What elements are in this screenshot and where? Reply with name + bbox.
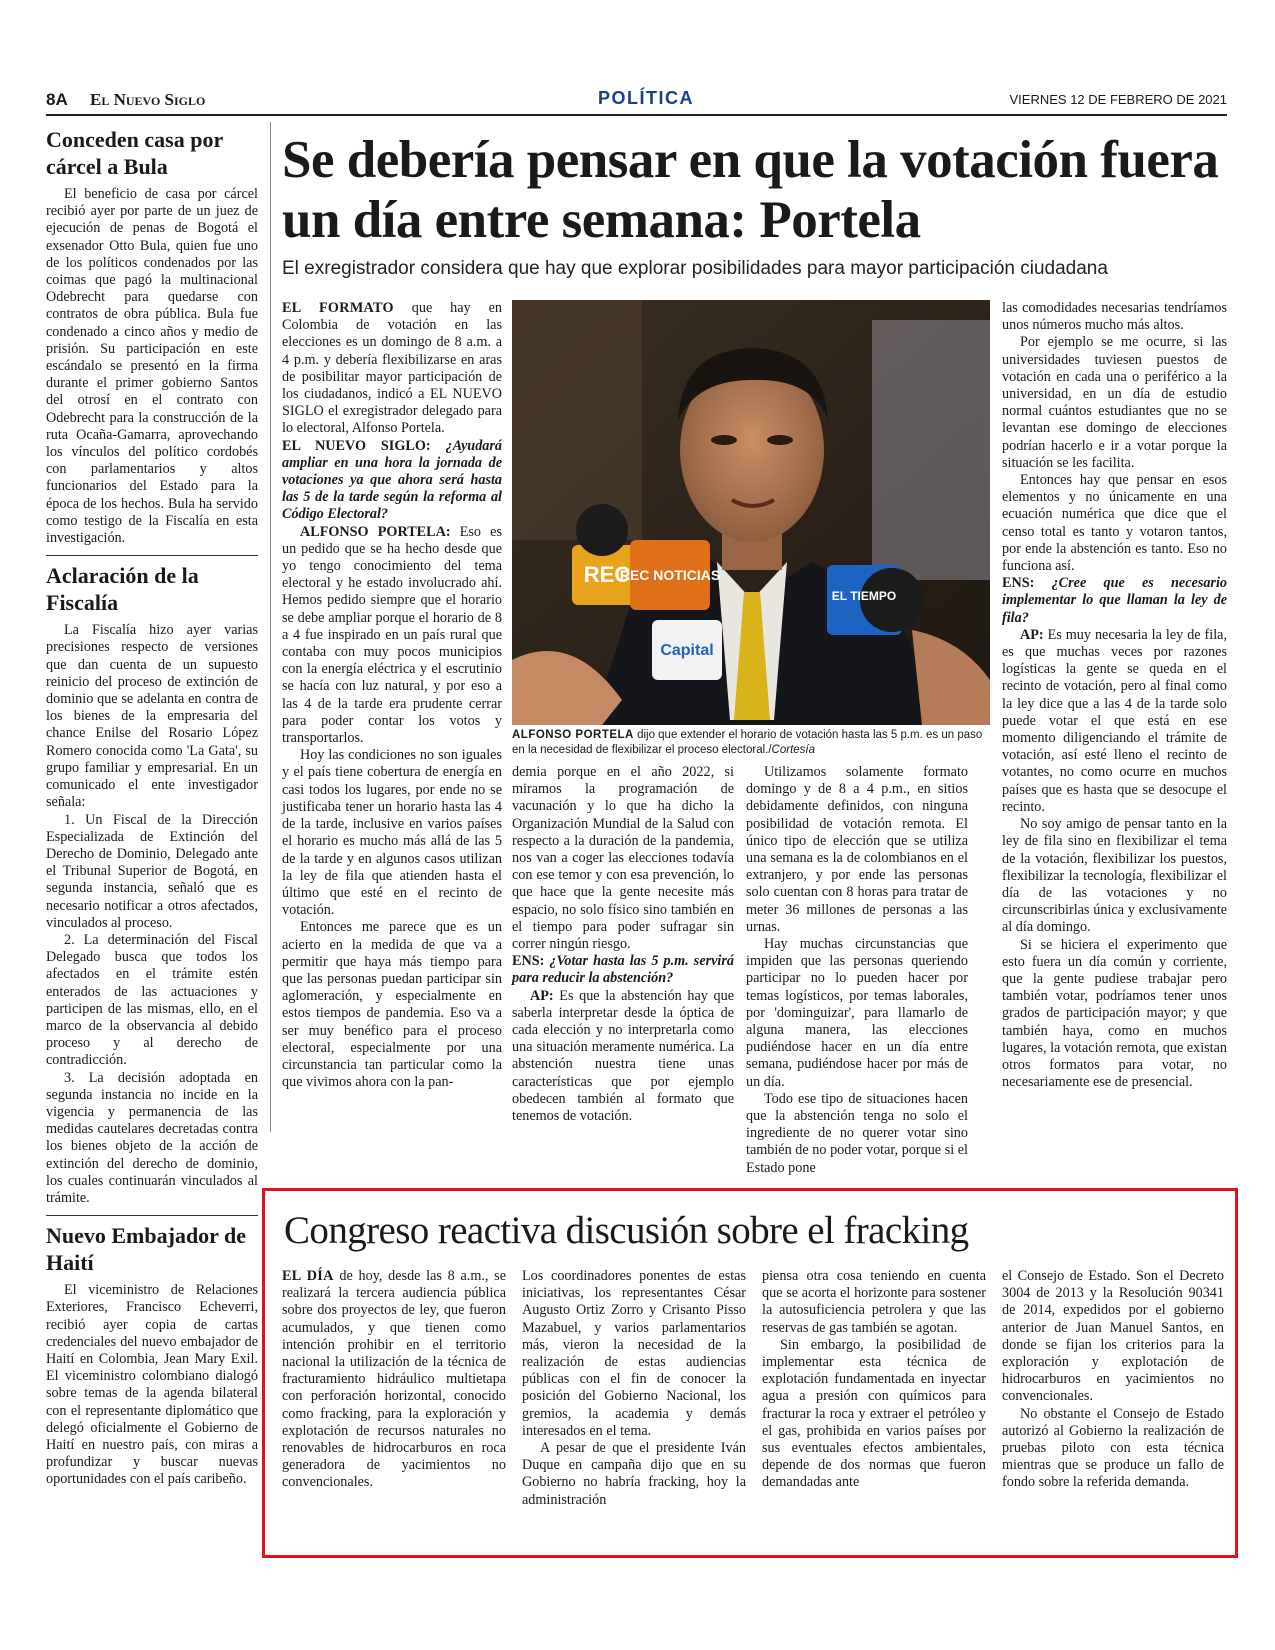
- answer: [282, 524, 502, 748]
- sidebar-story-fiscalia: [46, 622, 258, 1207]
- answer-label: AP:: [530, 987, 554, 1004]
- paragraph: Entonces me parece que es un acierto en la medida de que va a permitir que haya más tiempo para que las personas puedan participar sin aglomeración, y especialmente en estos tiempos de pandemia. Eso va a ser muy benéfico para el proceso electoral, especialmente por una circunstancia tan particular como la que vivimos ahora con la pan-: [282, 919, 502, 1091]
- paragraph: las comodidades necesarias tendríamos unos números mucho más altos.: [1002, 300, 1227, 334]
- fracking-column-3: [762, 1268, 986, 1492]
- section-title: POLÍTICA: [598, 88, 694, 108]
- paragraph: piensa otra cosa teniendo en cuenta que se acorta el horizonte para sostener la autosuficiencia petrolera y que las reservas de gas también se agotan.: [762, 1268, 986, 1336]
- answer: [1002, 627, 1227, 816]
- paragraph: Los coordinadores ponentes de estas iniciativas, los representantes César Augusto Ortiz Zorro y Crisanto Pisso Mazabuel, y varios parlamentarios más, vieron la necesidad de la realización de estas audiencias públicas con el fin de conocer la posición del Gobierno Nacional, los gremios, la academia y demás interesados en el tema.: [522, 1268, 746, 1439]
- paragraph: 2. La determinación del Fiscal Delegado busca que todos los afectados en el trámite estén enterados de las actuaciones y participen de las mismas, ello, en el marco de la observancia al debido proceso y al derecho de contradicción.: [46, 931, 258, 1069]
- column-rule: [270, 122, 271, 1132]
- main-column-1: [282, 300, 502, 1091]
- sidebar: [46, 122, 258, 1489]
- paragraph: No obstante el Consejo de Estado autorizó al Gobierno la realización de pruebas piloto con esta técnica mientras que se produce un fallo de fondo sobre la referida demanda.: [1002, 1405, 1224, 1491]
- paragraph: Sin embargo, la posibilidad de implementar esta técnica de explotación fundamentada en inyectar agua a presión con químicos para fracturar la roca y extraer el petróleo y el gas, prohibida en varios países por sus eventuales efectos ambientales, depende de dos normas que fueron demandadas ante: [762, 1336, 986, 1491]
- paragraph: 1. Un Fiscal de la Dirección Especializada de Extinción del Derecho de Dominio, Delegado ante el Tribunal Superior de Bogotá, en segunda instancia, señaló que es necesario notificar a otros afectados, vinculados al proceso.: [46, 811, 258, 931]
- text: ¿Ayudará ampliar en una hora la jornada de votaciones ya que ahora será hasta las 5 de la tarde según la reforma al Código Electoral?: [282, 437, 502, 523]
- main-column-3: [746, 764, 968, 1177]
- fracking-column-4: [1002, 1268, 1224, 1492]
- paragraph: A pesar de que el presidente Iván Duque en campaña dijo que en su Gobierno no habría fracking, hoy la administración: [522, 1440, 746, 1508]
- paragraph: [282, 300, 502, 438]
- text: de hoy, desde las 8 a.m., se realizará la tercera audiencia pública sobre dos proyectos de ley, que fueron acumulados, y que tienen como intención prohibir en el territorio nacional la utilización de la técnica de fracturamiento hidráulico multietapa con perforación horizontal, conocido como fracking, para la exploración y explotación de recursos naturales no renovables de hidrocarburos en roca generadora de yacimientos no convencionales.: [282, 1268, 506, 1491]
- issue-date: VIERNES 12 DE FEBRERO DE 2021: [1009, 92, 1227, 107]
- paragraph: [282, 1268, 506, 1492]
- lead-in: EL FORMATO: [282, 300, 394, 316]
- photo-illustration: [512, 300, 990, 725]
- paragraph: el Consejo de Estado. Son el Decreto 3004 de 2013 y la Resolución 90341 de 2014, expedidos por el gobierno anterior de Juan Manuel Santos, en donde se fijan los criterios para la exploración y explotación de hidrocarburos en yacimientos no convencionales.: [1002, 1268, 1224, 1405]
- fracking-column-2: [522, 1268, 746, 1509]
- question: [282, 438, 502, 524]
- mic-label-el-tiempo: EL TIEMPO: [831, 589, 897, 603]
- paragraph: demia porque en el año 2022, si miramos la programación de vacunación y lo que ha dicho la Organización Mundial de la Salud con respecto a la duración de la pandemia, nos van a coger las elecciones todavía con ese temor y con esa prevención, lo que hace que la gente necesite más espacio, no solo físico sino también en el tiempo para poder sufragar sin correr ningún riesgo.: [512, 764, 734, 953]
- question: [512, 953, 734, 987]
- question-label: ENS:: [1002, 575, 1035, 592]
- text: ¿Cree que es necesario implementar lo que llaman la ley de fila?: [1002, 575, 1227, 626]
- paragraph: Utilizamos solamente formato domingo y de 8 a 4 p.m., en sitios debidamente definidos, con ninguna posibilidad de votación remota. El único tipo de elección que se utiliza una semana es la de colombianos en el extranjero, y por ende las personas solo cuentan con 8 horas para tratar de meter 36 millones de personas a las urnas.: [746, 764, 968, 935]
- paragraph: Por ejemplo se me ocurre, si las universidades tuviesen puestos de votación en cada una o periférico a la universidad, en un día de estudio normal cuántos estudiantes que no se levantan ese domingo de elecciones podrían hacerlo e ir a votar porque la situación se les facilita.: [1002, 334, 1227, 471]
- divider: [46, 555, 258, 556]
- text: que hay en Colombia de votación en las elecciones es un domingo de 8 a.m. a 4 p.m. y debería flexibilizarse en aras de posibilitar mayor participación de los ciudadanos, indicó a EL NUEVO SIGLO el exregistrador delegado para lo electoral, Alfonso Portela.: [282, 300, 502, 437]
- caption-name: ALFONSO PORTELA: [512, 729, 634, 741]
- answer-label: ALFONSO PORTELA:: [300, 523, 451, 540]
- divider: [46, 1215, 258, 1216]
- newspaper-name: El Nuevo Siglo: [90, 90, 206, 109]
- main-column-4: [1002, 300, 1227, 1091]
- portela-photo: [512, 300, 990, 725]
- question-label: EL NUEVO SIGLO:: [282, 437, 431, 454]
- sidebar-title-haiti: Nuevo Embajador de Haití: [46, 1223, 247, 1276]
- paragraph: Si se hiciera el experimento que esto fuera un día común y corriente, que la gente pudiese trabajar pero también votar, podríamos tener unos grados de participación mayor; y que también haya, como en muchos lugares, la votación remota, que existan otros formatos para votar, no necesariamente ese de presencial.: [1002, 936, 1227, 1091]
- main-deck: El exregistrador considera que hay que explorar posibilidades para mayor participación ciudadana: [282, 258, 1108, 279]
- page-header: [46, 88, 1227, 116]
- paragraph: La Fiscalía hizo ayer varias precisiones respecto de versiones que dan cuenta de un supuesto reinicio del proceso de extinción de dominio que se adelanta en contra de los bienes de la empresaria del chance Enilse del Rosario López Romero conocida como 'La Gata', su grupo familiar y empresarial. En un comunicado el ente investigador señala:: [46, 622, 258, 811]
- paragraph: No soy amigo de pensar tanto en la ley de fila sino en flexibilizar el tema de la votación, flexibilizar los puestos, flexibilizar la tecnología, flexibilizar el día de las votaciones y no circunscribirlas única y exclusivamente al día domingo.: [1002, 816, 1227, 936]
- main-column-2: [512, 764, 734, 1125]
- fracking-column-1: [282, 1268, 506, 1492]
- page-number: 8A: [46, 90, 68, 109]
- paragraph: Hay muchas circunstancias que impiden que las personas queriendo participar no lo pueden hacer por temas logísticos, por temas laborales, por 'dominguizar', para llamarlo de alguna manera, las elecciones pudiéndose hacer en un día entre semana, pudiéndose hacer por más de un día.: [746, 936, 968, 1090]
- main-headline: Se debería pensar en que la votación fuera un día entre semana: Portela: [282, 131, 1219, 249]
- paragraph: El viceministro de Relaciones Exteriores, Francisco Echeverri, recibió ayer copia de cartas credenciales del nuevo embajador de Haití en Colombia, Jean Mary Exil. El viceministro colombiano dialogó sobre temas de la agenda bilateral con el representante diplomático que delegó oficialmente el Gobierno de Haití en nuestro país, con miras a profundizar y buscar nuevas oportunidades con el país caribeño.: [46, 1282, 258, 1488]
- sidebar-title-fiscalia: Aclaración de la Fiscalía: [46, 563, 199, 616]
- sidebar-title-bula: Conceden casa por cárcel a Bula: [46, 127, 223, 179]
- photo-caption: [512, 728, 990, 758]
- text: Es que la abstención hay que saberla interpretar desde la óptica de cada elección y no interpretarla como una situación meramente numérica. La abstención nuestra tiene unas características que por ejemplo obedecen también al formato que tenemos de votación.: [512, 987, 734, 1125]
- lead-in: EL DÍA: [282, 1268, 334, 1284]
- text: Es muy necesaria la ley de fila, es que muchas veces por razones logísticas la gente se queda en el recinto de votación, pero al final como la ley dice que a las 4 de la tarde solo puede votar el que está en ese momento diligenciando el trámite de votación, así esté lleno el recinto de votantes, no como ocurre en muchos países que es hasta que se desocupe el recinto.: [1002, 626, 1227, 815]
- sidebar-story-bula: [46, 186, 258, 547]
- paragraph: 3. La decisión adoptada en segunda instancia no incide en la vigencia y permanencia de las medidas cautelares decretadas contra los bienes objeto de la acción de extinción del derecho de dominio, los cuales continuarán vinculados al trámite.: [46, 1069, 258, 1206]
- question-label: ENS:: [512, 953, 545, 970]
- answer-label: AP:: [1020, 626, 1044, 643]
- mic-label-rec-noticias: REC NOTICIAS: [619, 567, 721, 583]
- answer: [512, 988, 734, 1126]
- text: Eso es un pedido que se ha hecho desde que yo tengo conocimiento del tema electoral y he estado involucrado ahí. Hemos pedido siempre que el horario se debe ampliar porque el horario de 8 a 4 fue inspirado en un país rural que contaba con muy pocos municipios con la energía eléctrica y el escrutinio se hacía con luz natural, y por eso a las 4 de la tarde era prudente cerrar para poder contar los votos y transportarlos.: [282, 523, 502, 747]
- text: ¿Votar hasta las 5 p.m. servirá para reducir la abstención?: [512, 953, 734, 987]
- paragraph: Hoy las condiciones no son iguales y el país tiene cobertura de energía en casi todos los lugares, por ende no se justificaba tener un horario hasta las 4 de la tarde, inclusive en varios países el horario es mucho más allá de las 5 de la tarde y en algunos casos utilizan la ley de fila que atienden hasta el último que esté en el recinto de votación.: [282, 747, 502, 919]
- question: [1002, 575, 1227, 627]
- photo-credit: Cortesía: [771, 744, 816, 756]
- mic-label-capital: Capital: [660, 642, 714, 659]
- sidebar-story-haiti: [46, 1282, 258, 1488]
- fracking-headline: Congreso reactiva discusión sobre el fracking: [284, 1209, 969, 1252]
- caption-text: dijo que extender el horario de votación hasta las 5 p.m. es un paso en la necesidad de flexibilizar el proceso electoral./: [512, 729, 983, 756]
- paragraph: Entonces hay que pensar en esos elementos y no únicamente en una ecuación numérica que dice que el censo total es tanto y votaron tantos, por ende la abstención es tanto. Eso no funciona así.: [1002, 472, 1227, 575]
- mic-label-rec: REC: [583, 562, 631, 587]
- paragraph: Todo ese tipo de situaciones hacen que la abstención tenga no solo el ingrediente de no querer votar sino también de no poder votar, porque si el Estado pone: [746, 1090, 968, 1176]
- paragraph: El beneficio de casa por cárcel recibió ayer por parte de un juez de ejecución de penas de Bogotá el exsenador Otto Bula, quien fue uno de los políticos condenados por las coimas que pagó la multinacional Odebrecht para quedarse con contratos de obra pública. Bula fue condenado a cinco años y medio de prisión. Su participación en este escándalo se presentó en la firma durante el primer gobierno Santos del otrosí en el contrato con Odebrecht para la construcción de la ruta Ocaña-Gamarra, aprovechando los vínculos del político cordobés con parlamentarios y altos funcionarios del Estado para la época de los hechos. Bula ha servido como testigo de la Fiscalía en esta investigación.: [46, 186, 258, 547]
